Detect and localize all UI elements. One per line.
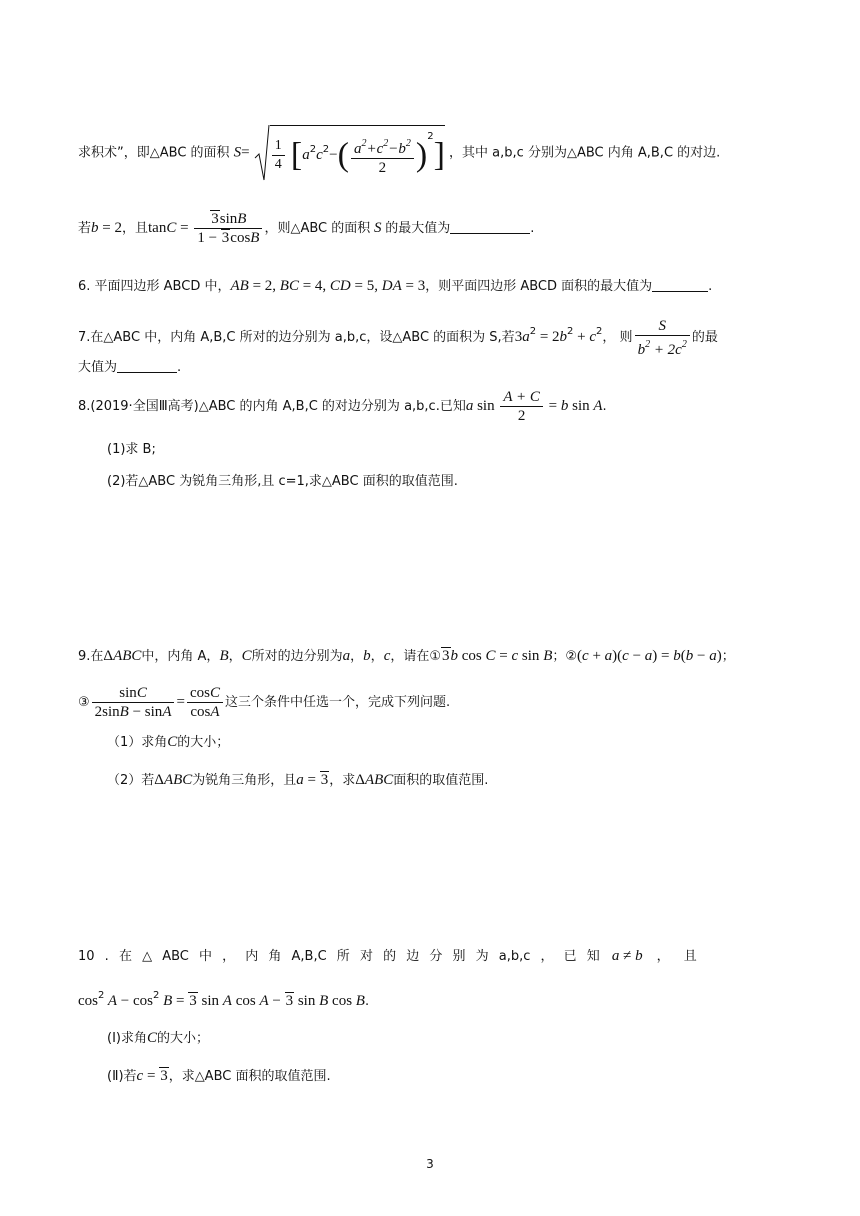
text: ，则△ABC 的面积: [264, 221, 371, 236]
text: ，则平面四边形 ABCD 面积的最大值为: [425, 279, 653, 294]
text: 6. 平面四边形 ABCD 中，: [78, 279, 231, 294]
question-8-part-2: (2)若△ABC 为锐角三角形,且 c=1,求△ABC 面积的取值范围.: [107, 474, 458, 489]
text: ， 且: [656, 949, 697, 964]
text: ，求: [329, 773, 356, 788]
text: 的大小；: [177, 735, 230, 750]
question-10: 10 . 在 △ ABC 中 ， 内 角 A,B,C 所 对 的 边 分 别 为 a,b,c ， 已 知 a ≠ b ， 且: [78, 948, 697, 964]
text: 为锐角三角形，且: [192, 773, 297, 788]
text: 这三个条件中任选一个，完成下列问题.: [224, 695, 451, 710]
text: 的最: [691, 330, 718, 345]
text: ③: [78, 695, 90, 710]
text: ， 则: [602, 330, 633, 345]
question-10-part-1: (Ⅰ)求角C的大小；: [107, 1030, 210, 1046]
text: 中，内角 A，: [141, 649, 220, 664]
condition-line: 若b = 2，且tanC = $\frac{3\sin B}{1 - 3\cos B}$ ，则△ABC 的面积 S 的最大值为 .: [78, 211, 535, 246]
text: .: [708, 279, 713, 294]
text: ，: [370, 649, 384, 664]
question-9-cont: ③ $\frac{\sin C}{2\sin B - \sin A}$ = $\frac{\cos C}{\cos A}$ 这三个条件中任选一个，完成下列问题.: [78, 685, 451, 720]
text: 面积的取值范围.: [393, 773, 489, 788]
formula-line: 求积术”，即△ABC 的面积 S= $\frac{1}{4}$ [$a^2c^2-$( $\frac{a^2+c^2-b^2}{2}$ )$^2$] ，其中 a,b,c 分别为△ABC 内角 A,B,C 的对边.: [78, 124, 790, 180]
text: 10 . 在 △ ABC 中 ， 内 角 A,B,C 所 对 的 边 分 别 为 a,b,c ， 已 知: [78, 949, 600, 964]
text: .: [602, 399, 607, 414]
question-9-part-1: （1）求角C的大小；: [107, 734, 230, 750]
text: 7.在△ABC 中，内角 A,B,C 所对的边分别为 a,b,c，设△ABC 的面积为 S,若: [78, 330, 515, 345]
text: ，其中 a,b,c 分别为△ABC 内角 A,B,C 的对边.: [449, 145, 721, 161]
text: .: [530, 221, 535, 236]
question-7: 7.在△ABC 中，内角 A,B,C 所对的边分别为 a,b,c，设△ABC 的面积为 S,若$3a^2 = 2b^2 + c^2$， 则 $\frac{S}{b^2 + 2c^2}$ 的最: [78, 317, 718, 358]
question-9-part-2: （2）若ΔABC为锐角三角形，且a = 3，求ΔABC面积的取值范围.: [107, 772, 489, 788]
text: .: [177, 360, 182, 375]
question-7-cont: [78, 358, 790, 378]
text: 的最大值为: [385, 221, 451, 236]
text: ，求△ABC 面积的取值范围.: [168, 1069, 331, 1084]
question-6: 6. 平面四边形 ABCD 中，AB = 2, BC = 4, CD = 5, DA = 3，则平面四边形 ABCD 面积的最大值为 .: [78, 278, 713, 294]
text: ，: [350, 649, 364, 664]
answer-blank[interactable]: [117, 372, 177, 373]
text: 求积术”，即△ABC 的面积: [78, 145, 230, 161]
question-9: 9.在ΔABC中，内角 A，B，C所对的边分别为a，b，c，请在①3b cos C = c sin B；②(c + a)(c − a) = b(b − a)；: [78, 648, 735, 664]
radical-sign: [254, 124, 270, 182]
text: 9.在: [78, 649, 104, 664]
answer-blank[interactable]: [652, 291, 708, 292]
sqrt-expression: $\frac{1}{4}$ [$a^2c^2-$( $\frac{a^2+c^2-b^2}{2}$ )$^2$]: [254, 124, 445, 182]
text: ，: [228, 649, 242, 664]
question-8-part-1: (1)求 B;: [107, 442, 156, 457]
text: ，且: [121, 221, 148, 236]
text: (Ⅱ)若: [107, 1069, 137, 1084]
question-10-equation: $\cos^2 A - \cos^2 B = 3$ sin A cos A − 3 sin B cos B.: [78, 990, 370, 1009]
text: ；②: [552, 649, 578, 664]
page-number: 3: [426, 1157, 434, 1171]
question-8: 8.(2019·全国Ⅲ高考)△ABC 的内角 A,B,C 的对边分别为 a,b,c.已知a sin $\frac{A + C}{2}$ = b sin A.: [78, 389, 607, 424]
text: ，请在①: [390, 649, 442, 664]
answer-blank[interactable]: [450, 233, 530, 234]
text: .: [364, 994, 370, 1009]
question-10-part-2: (Ⅱ)若c = 3，求△ABC 面积的取值范围.: [107, 1068, 331, 1084]
math: S: [233, 144, 242, 161]
text: 所对的边分别为: [251, 649, 343, 664]
text: 8.(2019·全国Ⅲ高考)△ABC 的内角 A,B,C 的对边分别为 a,b,c.已知: [78, 399, 466, 414]
text: 的大小；: [157, 1031, 210, 1046]
text: （1）求角: [107, 735, 168, 750]
text: 大值为: [78, 360, 118, 375]
text: (Ⅰ)求角: [107, 1031, 147, 1046]
text: （2）若: [107, 773, 155, 788]
text: ；: [721, 649, 735, 664]
text: 若: [78, 221, 92, 236]
